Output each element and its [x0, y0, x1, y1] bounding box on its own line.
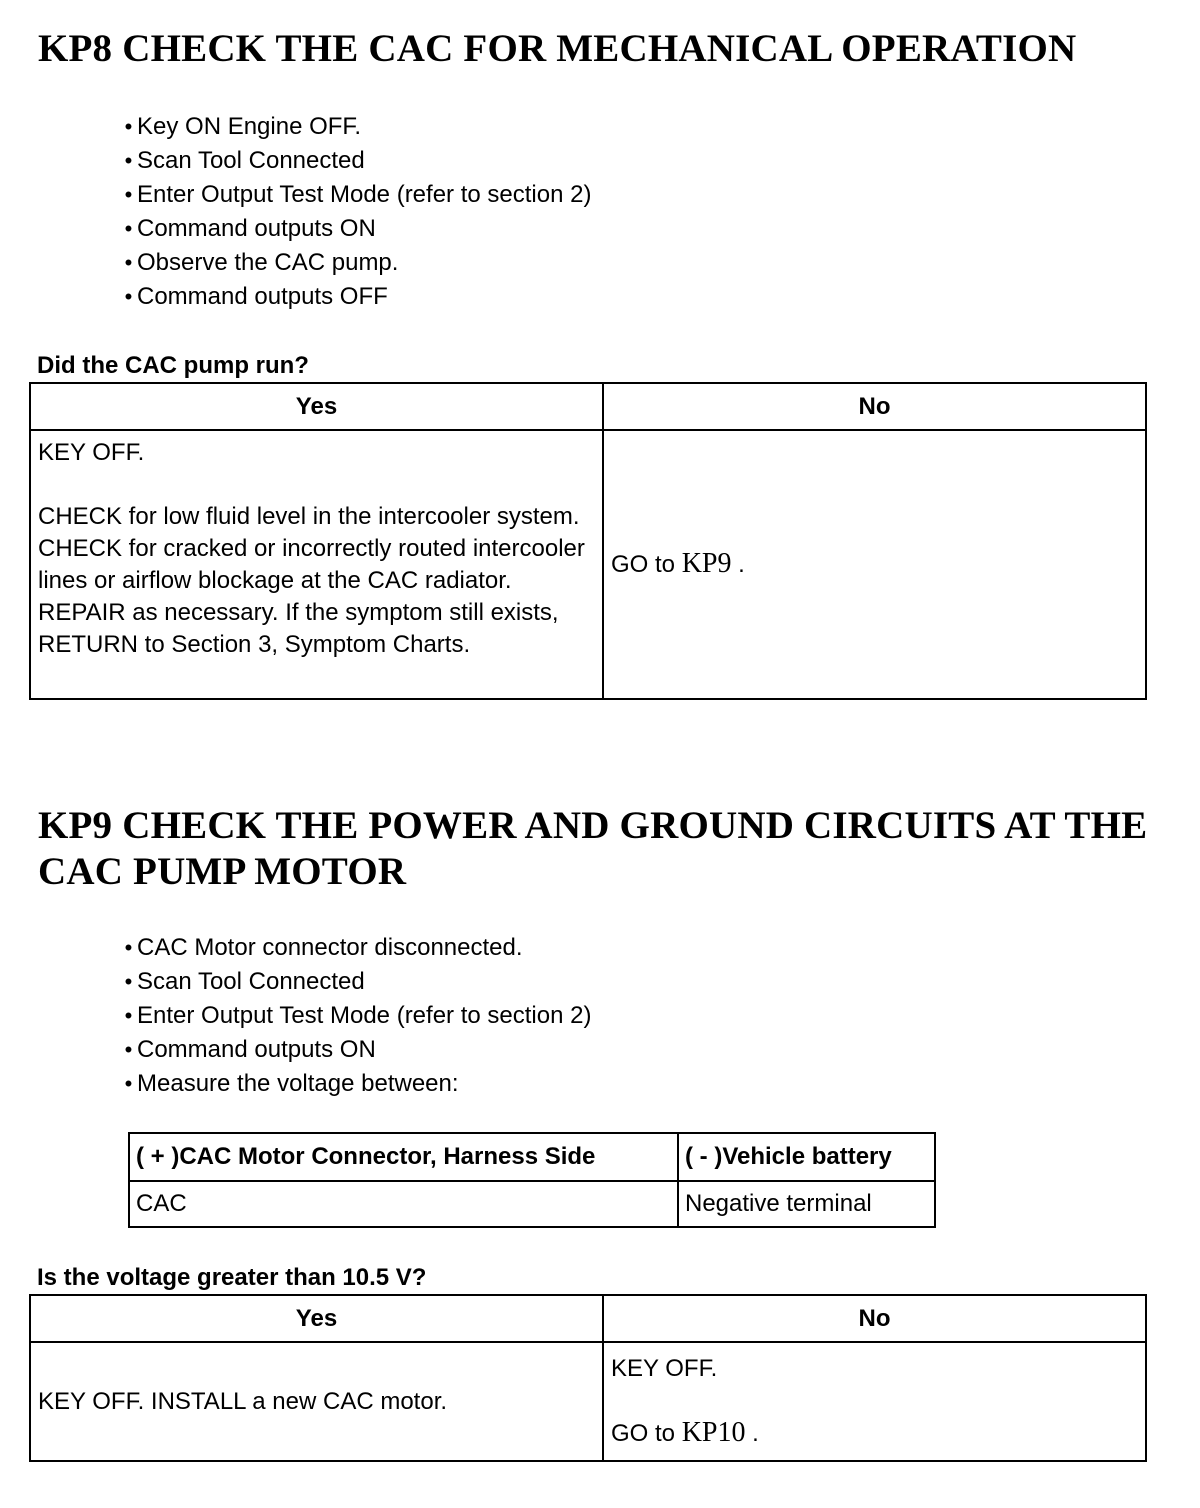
- bullet-icon: •: [124, 969, 133, 994]
- no-cell: KEY OFF. GO to KP10 .: [603, 1342, 1146, 1461]
- list-item: • Command outputs ON: [120, 212, 591, 246]
- bullet-icon: •: [124, 284, 133, 309]
- list-item: • Enter Output Test Mode (refer to section 2): [120, 178, 591, 212]
- bullet-icon: •: [124, 935, 133, 960]
- list-item: • Scan Tool Connected: [120, 965, 591, 999]
- no-header: No: [603, 383, 1146, 430]
- yes-header: Yes: [30, 1295, 603, 1342]
- kp9-link[interactable]: KP9: [681, 548, 732, 579]
- measure-col1-value: CAC: [129, 1181, 678, 1227]
- no-key-off: KEY OFF.: [611, 1355, 718, 1382]
- list-item: • Measure the voltage between:: [120, 1067, 591, 1101]
- yes-instructions: CHECK for low fluid level in the intercooler system. CHECK for cracked or incorrectly routed intercooler lines or airflow blockage at the CAC radiator. REPAIR as necessary. If the symptom still exists, RETURN to Section 3, Symptom Charts.: [38, 503, 585, 658]
- no-header: No: [603, 1295, 1146, 1342]
- kp8-step-list: [120, 110, 591, 314]
- bullet-icon: •: [124, 148, 133, 173]
- measure-col1-header: ( + )CAC Motor Connector, Harness Side: [129, 1133, 678, 1181]
- bullet-icon: •: [124, 182, 133, 207]
- bullet-icon: •: [124, 1037, 133, 1062]
- kp9-question: Is the voltage greater than 10.5 V?: [37, 1264, 427, 1291]
- no-cell: GO to KP9 .: [603, 430, 1146, 699]
- kp8-question: Did the CAC pump run?: [37, 352, 309, 379]
- kp9-result-table: [29, 1294, 1147, 1462]
- kp9-title: KP9 CHECK THE POWER AND GROUND CIRCUITS AT THE CAC PUMP MOTOR: [38, 804, 1148, 893]
- list-item: • Observe the CAC pump.: [120, 246, 591, 280]
- bullet-icon: •: [124, 250, 133, 275]
- bullet-icon: •: [124, 1003, 133, 1028]
- bullet-icon: •: [124, 114, 133, 139]
- list-item: • Command outputs OFF: [120, 280, 591, 314]
- bullet-icon: •: [124, 216, 133, 241]
- measure-table: [128, 1132, 936, 1228]
- measure-col2-value: Negative terminal: [678, 1181, 935, 1227]
- yes-header: Yes: [30, 383, 603, 430]
- list-item: • Scan Tool Connected: [120, 144, 591, 178]
- bullet-icon: •: [124, 1071, 133, 1096]
- yes-cell: [30, 430, 603, 699]
- kp9-step-list: [120, 931, 591, 1101]
- yes-cell: KEY OFF. INSTALL a new CAC motor.: [30, 1342, 603, 1461]
- yes-key-off: KEY OFF.: [38, 439, 145, 466]
- kp10-link[interactable]: KP10: [681, 1417, 746, 1448]
- list-item: • CAC Motor connector disconnected.: [120, 931, 591, 965]
- list-item: • Enter Output Test Mode (refer to section 2): [120, 999, 591, 1033]
- list-item: • Key ON Engine OFF.: [120, 110, 591, 144]
- list-item: • Command outputs ON: [120, 1033, 591, 1067]
- kp8-title: KP8 CHECK THE CAC FOR MECHANICAL OPERATION: [38, 27, 1077, 70]
- kp8-result-table: [29, 382, 1147, 700]
- measure-col2-header: ( - )Vehicle battery: [678, 1133, 935, 1181]
